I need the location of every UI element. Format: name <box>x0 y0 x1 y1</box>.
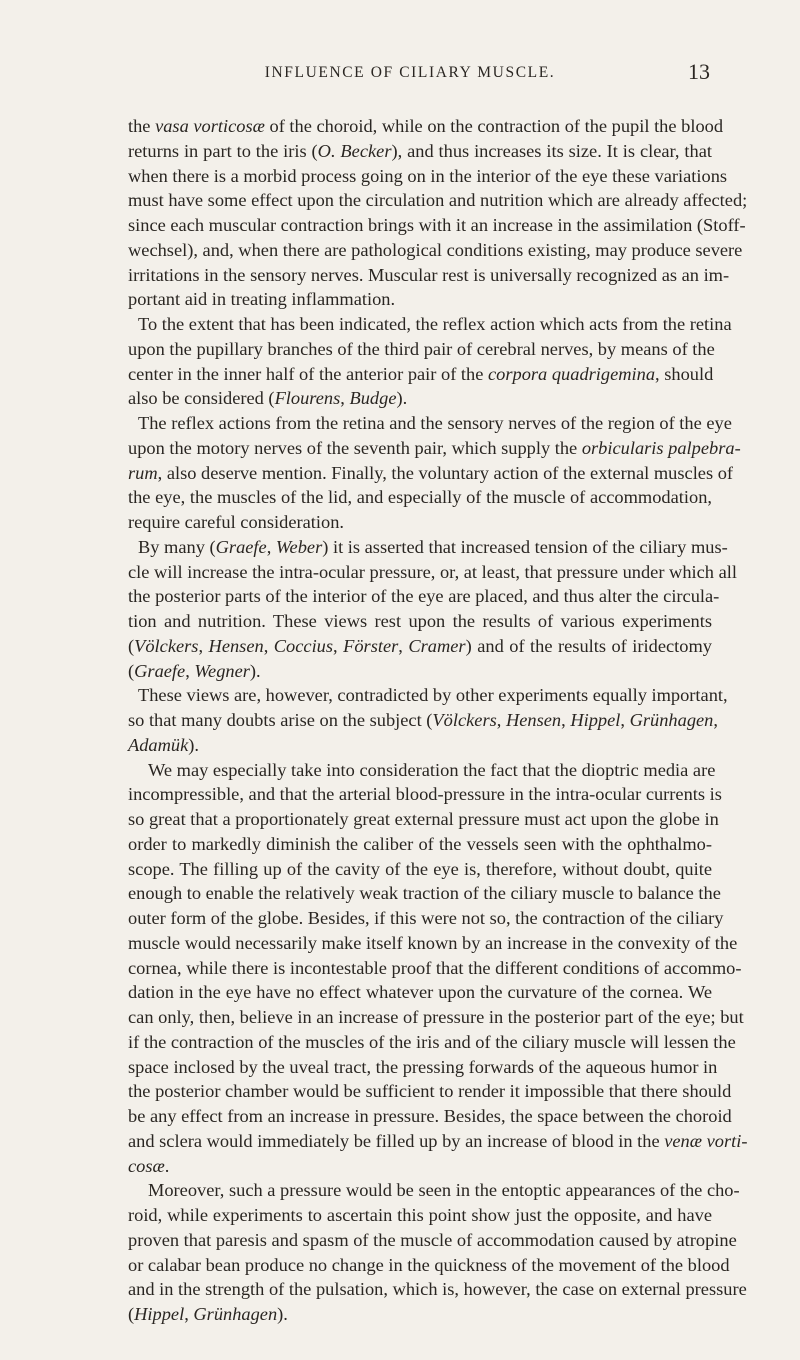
text-run: Moreover, such a pressure would be seen in the entoptic appearances of the cho- <box>148 1180 740 1201</box>
text-run: ( <box>128 635 135 656</box>
text-line <box>128 584 720 609</box>
running-head <box>130 59 710 86</box>
text-run: ( <box>128 1304 135 1324</box>
body-text <box>128 114 748 1327</box>
italic-term: Hensen <box>208 635 264 656</box>
text-run: cornea, while there is incontestable proof that the different conditions of accommo- <box>128 957 742 978</box>
text-line <box>128 980 712 1005</box>
text-run: These views are, however, contradicted by other experiments equally important, <box>138 685 728 706</box>
text-run: ). <box>396 388 408 409</box>
text-run: if the contraction of the muscles of the iris and of the ciliary muscle will lessen the <box>128 1031 736 1052</box>
text-line <box>128 510 712 535</box>
text-run: , <box>185 660 195 681</box>
text-line <box>128 1030 736 1055</box>
text-line <box>128 733 712 758</box>
text-line <box>128 188 748 213</box>
text-run: scope. The filling up of the cavity of the eye is, therefore, without doubt, quite <box>128 858 712 879</box>
text-run: ), and thus increases its size. It is clear, that <box>391 140 712 161</box>
text-line <box>128 807 719 832</box>
text-run: the posterior parts of the interior of the eye are placed, and thus alter the circula- <box>128 586 720 607</box>
italic-term: Graefe <box>215 536 267 557</box>
text-run: , <box>263 635 274 656</box>
text-run: , <box>266 536 276 557</box>
text-run: must have some effect upon the circulation and nutrition which are already affected; <box>128 190 748 211</box>
text-run: roid, while experiments to ascertain this point show just the opposite, and have <box>128 1205 712 1225</box>
text-run: the <box>128 116 156 136</box>
text-run: dation in the eye have no effect whatever upon the curvature of the cornea. We <box>128 982 712 1003</box>
italic-term: vasa vorticosæ <box>155 116 265 136</box>
text-line <box>128 411 732 436</box>
text-line <box>128 461 734 486</box>
text-run: the eye, the muscles of the lid, and especially of the muscle of accommodation, <box>128 487 712 508</box>
text-line <box>128 782 722 807</box>
text-run: also be considered ( <box>128 388 275 409</box>
text-line <box>128 238 743 263</box>
text-run: upon the motory nerves of the seventh pair, which supply the <box>128 437 582 458</box>
italic-term: Weber <box>275 536 323 557</box>
text-line <box>128 362 712 387</box>
italic-term: Wegner <box>194 660 250 681</box>
text-run: enough to enable the relatively weak traction of the ciliary muscle to balance the <box>128 883 721 904</box>
text-line <box>128 1129 748 1154</box>
text-line <box>128 139 712 164</box>
text-run: , also deserve mention. Finally, the voluntary action of the external muscles of <box>157 462 734 483</box>
text-line <box>128 1104 732 1129</box>
text-run: and sclera would immediately be filled up by an increase of blood in the <box>128 1130 665 1151</box>
text-run: space inclosed by the uveal tract, the pressing forwards of the aqueous humor in <box>128 1056 718 1077</box>
text-line <box>128 708 718 733</box>
text-line <box>128 312 732 337</box>
text-run: We may especially take into consideration the fact that the dioptric media are <box>148 759 716 780</box>
text-run: , <box>713 710 718 730</box>
text-run: returns in part to the iris ( <box>128 140 318 161</box>
text-run: since each muscular contraction brings with it an increase in the assimilation (Stoff- <box>128 215 746 235</box>
text-run: or calabar bean produce no change in the quickness of the movement of the blood <box>128 1254 730 1275</box>
text-line <box>128 956 742 981</box>
italic-term: Adamük <box>128 734 189 755</box>
text-run: be any effect from an increase in pressure. Besides, the space between the choroid <box>128 1106 732 1126</box>
text-line <box>128 1005 744 1030</box>
text-run: ). <box>188 734 199 755</box>
text-line <box>128 1154 712 1179</box>
text-run: portant aid in treating inflammation. <box>128 289 396 310</box>
text-run: , <box>561 710 571 730</box>
text-run: , <box>398 635 409 656</box>
text-run: the posterior chamber would be sufficient to render it impossible that there should <box>128 1081 732 1102</box>
text-line <box>128 560 737 585</box>
text-run: , <box>184 1304 194 1324</box>
text-run: ( <box>128 660 135 681</box>
text-run: . <box>164 1155 170 1176</box>
text-run: order to markedly diminish the caliber of the vessels seen with the ophthalmo- <box>128 833 712 854</box>
text-run: ). <box>277 1304 288 1324</box>
text-run: when there is a morbid process going on in the interior of the eye these variations <box>128 165 728 186</box>
italic-term: Hippel <box>570 710 621 730</box>
italic-term: Hippel <box>134 1304 185 1324</box>
text-run: so great that a proportionately great external pressure must act upon the globe in <box>128 809 719 829</box>
text-line <box>128 1302 712 1327</box>
italic-term: O. Becker <box>317 140 392 161</box>
text-line <box>128 906 724 931</box>
italic-term: rum <box>128 462 158 483</box>
text-run: and in the strength of the pulsation, which is, however, the case on external pressure <box>128 1279 747 1300</box>
italic-term: Flourens <box>274 388 341 409</box>
text-run: muscle would necessarily make itself known by an increase in the convexity of the <box>128 932 738 953</box>
text-line <box>128 1253 730 1278</box>
text-run: , <box>620 710 630 730</box>
italic-term: venæ vorti- <box>664 1130 748 1151</box>
text-run: can only, then, believe in an increase of pressure in the posterior part of the eye; but <box>128 1007 744 1027</box>
text-line <box>128 931 738 956</box>
italic-term: Coccius <box>273 635 334 656</box>
text-run: To the extent that has been indicated, the reflex action which acts from the retina <box>138 314 732 334</box>
text-line <box>128 436 741 461</box>
text-run: ) and of the results of iridectomy <box>465 635 712 656</box>
italic-term: Cramer <box>408 635 466 656</box>
text-run: ). <box>249 660 261 681</box>
text-run: of the choroid, while on the contraction of the pupil the blood <box>264 116 724 136</box>
text-run: irritations in the sensory nerves. Muscular rest is universally recognized as an im- <box>128 264 730 285</box>
text-line <box>128 485 712 510</box>
text-run: , <box>333 635 344 656</box>
text-line <box>128 1079 732 1104</box>
text-run: , <box>340 388 350 409</box>
text-run: wechsel), and, when there are pathological conditions existing, may produce severe <box>128 239 743 260</box>
italic-term: Grünhagen <box>193 1304 278 1324</box>
italic-term: Völckers <box>432 710 497 730</box>
text-run: proven that paresis and spasm of the muscle of accommodation caused by atropine <box>128 1229 737 1250</box>
text-line <box>128 337 715 362</box>
text-line <box>128 263 730 288</box>
text-line <box>128 881 721 906</box>
text-run: outer form of the globe. Besides, if this were not so, the contraction of the ciliary <box>128 908 724 928</box>
text-run: , should <box>655 363 714 384</box>
page-number: 13 <box>688 59 710 84</box>
text-line <box>128 1277 747 1302</box>
italic-term: Grünhagen <box>629 710 714 730</box>
text-line <box>128 1055 718 1080</box>
italic-term: Völckers <box>134 635 199 656</box>
italic-term: cosæ <box>128 1155 165 1176</box>
italic-term: Graefe <box>134 660 186 681</box>
text-line <box>128 832 712 857</box>
text-run: require careful consideration. <box>128 512 344 532</box>
text-line <box>128 634 712 659</box>
text-line <box>128 683 728 708</box>
text-run: so that many doubts arise on the subject ( <box>128 710 433 730</box>
italic-term: Hensen <box>505 710 562 730</box>
text-line <box>128 609 712 634</box>
text-run: incompressible, and that the arterial blood-pressure in the intra-ocular currents is <box>128 784 722 805</box>
text-run: cle will increase the intra-ocular pressure, or, at least, that pressure under which all <box>128 561 737 582</box>
italic-term: Förster <box>343 635 399 656</box>
text-line <box>128 1178 740 1203</box>
text-run: , <box>496 710 506 730</box>
text-line <box>128 659 712 684</box>
running-title: INFLUENCE OF CILIARY MUSCLE. <box>264 64 556 81</box>
text-line <box>128 1203 712 1228</box>
text-run: The reflex actions from the retina and the sensory nerves of the region of the eye <box>138 413 732 433</box>
text-line <box>128 164 728 189</box>
text-line <box>128 114 724 139</box>
text-line <box>128 213 746 238</box>
text-run: By many ( <box>138 536 216 557</box>
text-run: , <box>198 635 209 656</box>
italic-term: orbicularis palpebra- <box>581 437 741 458</box>
text-line <box>128 758 716 783</box>
text-run: center in the inner half of the anterior pair of the <box>128 363 488 384</box>
text-line <box>128 287 712 312</box>
italic-term: Budge <box>349 388 397 409</box>
italic-term: corpora quadrigemina <box>488 363 656 384</box>
text-run: upon the pupillary branches of the third pair of cerebral nerves, by means of the <box>128 338 715 359</box>
text-line <box>128 857 712 882</box>
text-line <box>128 386 712 411</box>
text-run: ) it is asserted that increased tension of the ciliary mus- <box>322 536 728 557</box>
text-line <box>128 1228 737 1253</box>
text-line <box>128 535 728 560</box>
text-run: tion and nutrition. These views rest upon the results of various experiments <box>128 611 712 631</box>
